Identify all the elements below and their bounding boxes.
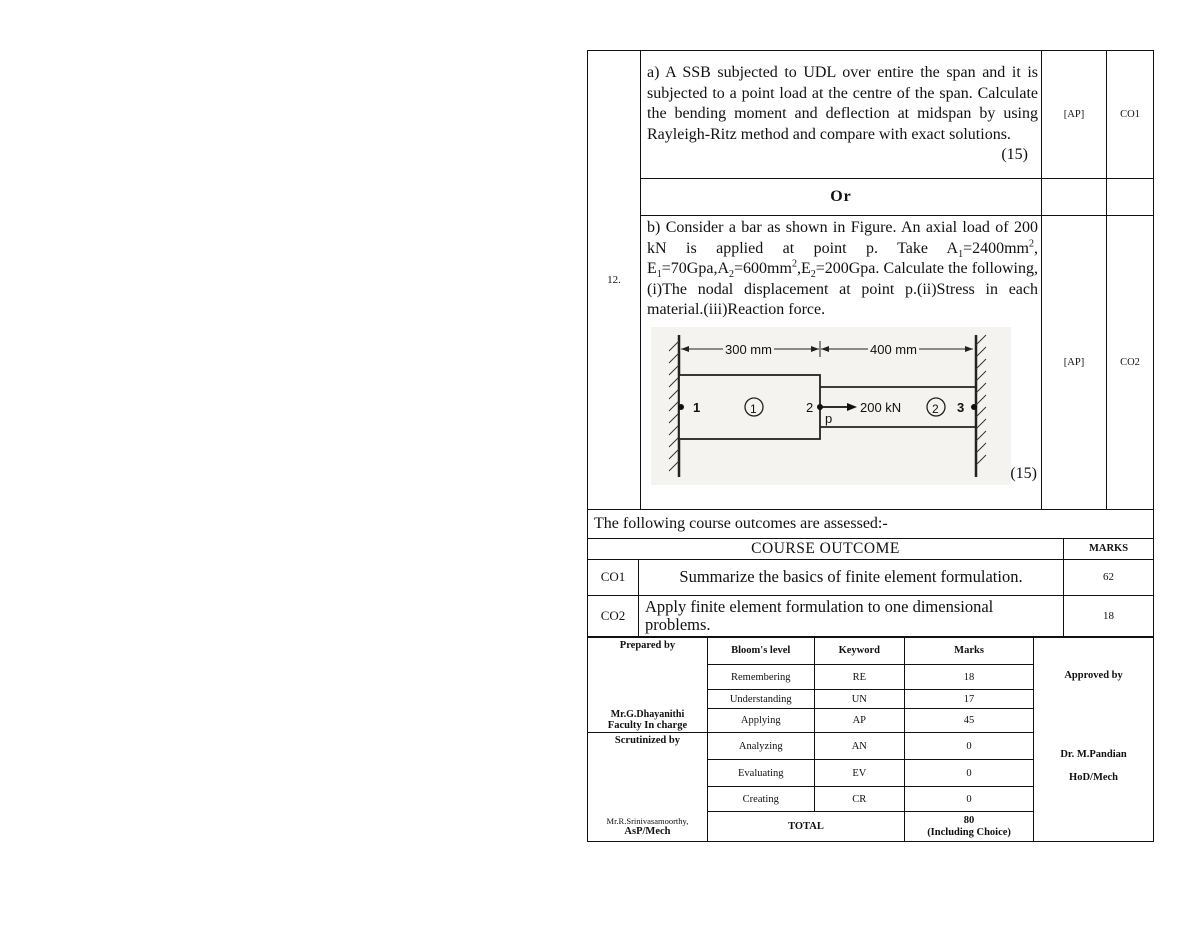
question-12a-marks: (15) <box>1001 146 1028 164</box>
approved-by-label: Approved by <box>1064 670 1123 682</box>
dim-300: 300 mm <box>723 340 774 361</box>
total-label: TOTAL <box>707 812 904 842</box>
preparer-role: Faculty In charge <box>607 720 688 731</box>
approver-cell <box>1034 709 1154 842</box>
blooms-marks: 45 <box>905 709 1034 733</box>
prepared-by-cell <box>588 637 708 733</box>
node-1-label: 1 <box>693 399 701 415</box>
question-table <box>587 50 1154 510</box>
scrutinized-by-cell <box>588 733 708 842</box>
question-12a <box>641 51 1042 179</box>
blooms-marks: 0 <box>905 787 1034 812</box>
element-1-label: 1 <box>750 401 757 416</box>
outcome-desc: Apply finite element formulation to one dimensional problems. <box>639 595 1064 637</box>
question-12b-marks: (15) <box>1010 465 1037 482</box>
blooms-level: Remembering <box>707 665 814 690</box>
dim-400: 400 mm <box>868 340 919 361</box>
question-12a-blooms: [AP] <box>1042 51 1107 179</box>
load-label: 200 kN <box>860 399 902 415</box>
blooms-marks: 18 <box>905 665 1034 690</box>
course-outcome-table <box>587 509 1154 638</box>
question-12b-text: b) Consider a bar as shown in Figure. An axial load of 200 kN is applied at point p. Take $A_1=2400mm^2$, $E_1=70Gpa,A_2=600mm^2,E_2=200Gpa$. Calculate the following, (i)The nodal displacement at point p.(ii)Stress in each material.(iii)Reaction force. <box>647 219 1038 318</box>
question-12b-co: CO2 <box>1107 216 1154 510</box>
question-number: 12. <box>588 51 641 510</box>
or-blank-co <box>1107 179 1154 216</box>
blooms-level: Evaluating <box>707 760 814 787</box>
total-note: (Including Choice) <box>927 826 1011 838</box>
blooms-level: Applying <box>707 709 814 733</box>
blooms-level: Understanding <box>707 690 814 709</box>
node-3-label: 3 <box>957 399 965 415</box>
question-12a-co: CO1 <box>1107 51 1154 179</box>
question-12a-text: a) A SSB subjected to UDL over entire the span and it is subjected to a point load at the centre of the span. Calculate the bending moment and deflection at midspan by using Rayleigh-Ritz method and compare with exact solutions. <box>647 64 1038 143</box>
outcome-marks: 62 <box>1064 559 1154 595</box>
total-marks-cell <box>905 812 1034 842</box>
blooms-keyword: AP <box>814 709 904 733</box>
blooms-keyword: CR <box>814 787 904 812</box>
scrutinizer-role: AsP/Mech <box>624 826 671 837</box>
outcome-desc: Summarize the basics of finite element formulation. <box>639 559 1064 595</box>
blooms-level: Analyzing <box>707 733 814 760</box>
or-blank-bl <box>1042 179 1107 216</box>
outcome-code: CO1 <box>588 559 639 595</box>
outcome-code: CO2 <box>588 595 639 637</box>
marks-header: Marks <box>905 637 1034 665</box>
scrutinizer-name: Mr.R.Srinivasamoorthy, <box>606 816 689 826</box>
preparer-name: Mr.G.Dhayanithi <box>610 709 685 720</box>
blooms-keyword: UN <box>814 690 904 709</box>
outcomes-intro: The following course outcomes are assessed:- <box>588 509 1154 538</box>
outcome-marks: 18 <box>1064 595 1154 637</box>
course-outcome-header: COURSE OUTCOME <box>588 538 1064 559</box>
blooms-keyword: EV <box>814 760 904 787</box>
outcome-marks-header: MARKS <box>1064 538 1154 559</box>
approver-name: Dr. M.Pandian <box>1060 748 1127 760</box>
total-marks: 80 <box>963 814 975 826</box>
question-12b <box>641 216 1042 510</box>
blooms-level: Creating <box>707 787 814 812</box>
point-p-label: p <box>825 410 833 426</box>
blooms-keyword: RE <box>814 665 904 690</box>
approver-role: HoD/Mech <box>1069 771 1119 783</box>
bar-figure <box>651 327 1037 485</box>
or-separator: Or <box>641 179 1042 216</box>
prepared-by-label: Prepared by <box>619 640 676 651</box>
blooms-marks: 0 <box>905 733 1034 760</box>
element-2-label: 2 <box>932 401 939 416</box>
approved-by-cell <box>1034 637 1154 709</box>
blooms-marks: 17 <box>905 690 1034 709</box>
blooms-level-header: Bloom's level <box>707 637 814 665</box>
keyword-header: Keyword <box>814 637 904 665</box>
blooms-marks: 0 <box>905 760 1034 787</box>
blooms-summary-table <box>587 636 1154 842</box>
exam-sheet <box>587 50 1154 842</box>
node-2-label: 2 <box>806 399 814 415</box>
question-12b-blooms: [AP] <box>1042 216 1107 510</box>
scrutinized-by-label: Scrutinized by <box>614 735 680 746</box>
blooms-keyword: AN <box>814 733 904 760</box>
